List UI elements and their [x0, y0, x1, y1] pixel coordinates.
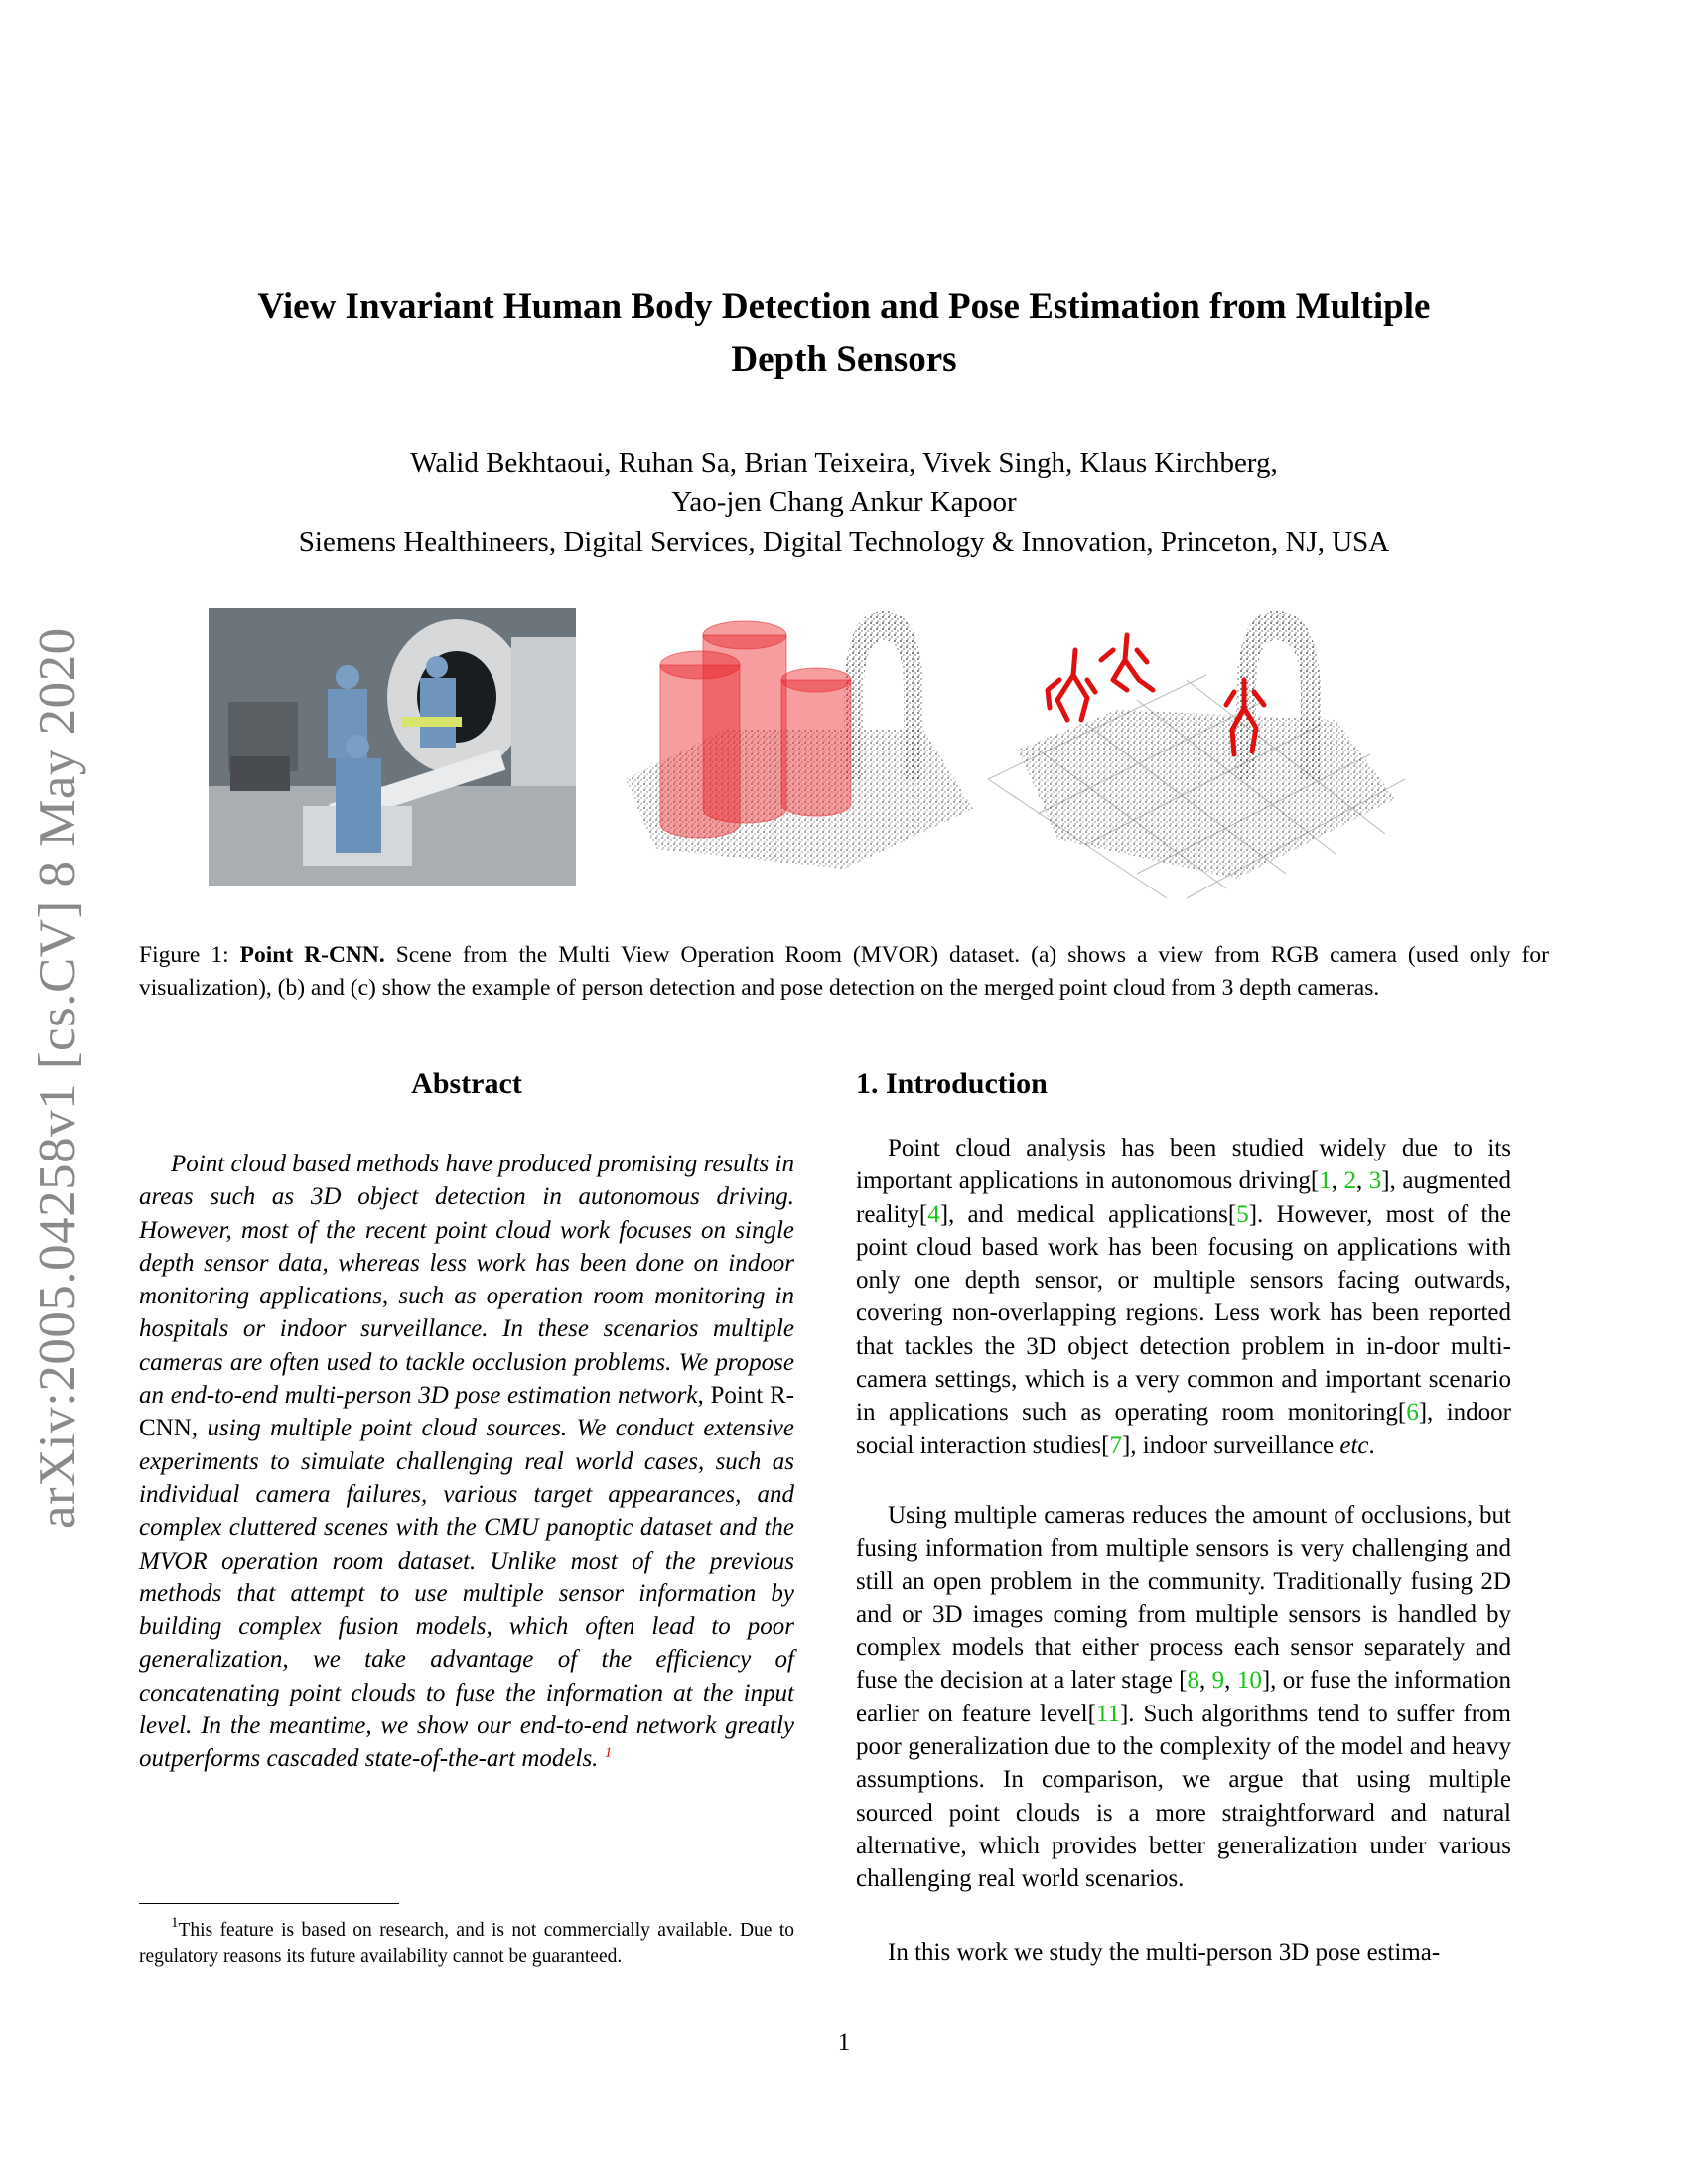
figure-caption — [139, 939, 1549, 1005]
paragraph-text: ], and medical applications[ — [939, 1200, 1237, 1228]
paragraph-text: ], indoor social interaction studies[ — [856, 1399, 1511, 1459]
citation-link[interactable]: 5 — [1236, 1200, 1249, 1228]
citation-link[interactable]: 1 — [1319, 1167, 1332, 1195]
author-names: Walid Bekhtaoui, Ruhan Sa, Brian Teixeira, Vivek Singh, Klaus Kirchberg, — [410, 447, 1278, 478]
paragraph-text: Point cloud analysis has been studied widely due to its important applications in autonomous driving[ — [856, 1135, 1511, 1195]
citation-link[interactable]: 8 — [1187, 1667, 1200, 1695]
figure-point-cloud-detection — [596, 581, 993, 888]
paragraph-text: Using multiple cameras reduces the amount of occlusions, but fusing information from multiple sensors is very challenging and still an open problem in the community. Traditionally fusing 2D and or 3D images coming from multiple sensors is handled by complex models that either process each sensor separately and fuse the decision at a later stage [ — [856, 1502, 1511, 1695]
paragraph-text: ]. However, most of the point cloud based work has been focusing on applications with only one depth sensor, or multiple sensors facing outwards, covering non-overlapping regions. Less work has been reported that tackles the 3D object detection problem in in-door multi-camera settings, which is a very common and important scenario in applications such as operating room monitoring[ — [856, 1200, 1511, 1427]
abstract-text-part: , using multiple point cloud sources. We conduct extensive experiments to simulate challenging real world cases, such as individual camera failures, various target appearances, and complex cluttered scenes with the CMU panoptic dataset and the MVOR operation room dataset. Unlike most of the previous methods that attempt to use multiple sensor information by building complex fusion models, which often lead to poor generalization, we take advantage of the efficiency of concatenating point clouds to fuse the information at the input level. In the meantime, we show our end-to-end network greatly outperforms cascaded state-of-the-art models. — [139, 1415, 794, 1773]
arxiv-identifier-stamp: arXiv:2005.04258v1 [cs.CV] 8 May 2020 — [29, 627, 86, 1529]
intro-paragraph: Point cloud analysis has been studied widely due to its important applications in autonomous driving[1, 2, 3], augmented reality[4], and medical applications[5]. However, most of the point cloud based work has been focusing on applications with only one depth sensor, or multiple sensors facing outwards, covering non-overlapping regions. Less work has been reported that tackles the 3D object detection problem in in-door multi-camera settings, which is a very common and important scenario in applications such as operating room monitoring[6], indoor social interaction studies[7], indoor surveillance etc. — [856, 1135, 1512, 1459]
method-name: Point R-CNN — [139, 1382, 794, 1442]
paragraph-text-italic: etc — [1339, 1432, 1369, 1459]
introduction-heading: 1. Introduction — [856, 1067, 1048, 1100]
caption-label: Figure 1: — [139, 942, 240, 968]
author-names: Yao-jen Chang Ankur Kapoor — [671, 486, 1017, 518]
footnote-number: 1 — [171, 1915, 179, 1931]
citation-link[interactable]: 10 — [1236, 1667, 1262, 1695]
figure-rgb-photo — [209, 608, 576, 886]
caption-text: Scene from the Multi View Operation Room (MVOR) dataset. (a) shows a view from RGB camera (used only for visualization), (b) and (c) show the example of person detection and pose detection on the merged point cloud from 3 depth cameras. — [139, 942, 1549, 1001]
paragraph-text: . — [1368, 1432, 1375, 1459]
title-line: Depth Sensors — [731, 340, 957, 380]
affiliation: Siemens Healthineers, Digital Services, Digital Technology & Innovation, Princeton, NJ, USA — [298, 526, 1390, 558]
paragraph-text: ], or fuse the information earlier on feature level[ — [856, 1667, 1512, 1727]
footnote — [139, 1915, 794, 1970]
footnote-text: This feature is based on research, and is not commercially available. Due to regulatory reasons its future availability cannot be guaranteed. — [139, 1920, 794, 1967]
figure-point-cloud-pose — [978, 581, 1415, 918]
citation-link[interactable]: 7 — [1109, 1432, 1122, 1459]
page-number: 1 — [837, 2029, 851, 2056]
citation-link[interactable]: 3 — [1368, 1167, 1382, 1195]
paper-title — [139, 280, 1549, 387]
citation-link[interactable]: 9 — [1211, 1667, 1225, 1695]
footnote-marker[interactable]: 1 — [604, 1745, 613, 1762]
abstract-text-part: Point cloud based methods have produced promising results in areas such as 3D object detection in autonomous driving. However, most of the recent point cloud work focuses on single depth sensor data, whereas less work has been done on indoor monitoring applications, such as operation room monitoring in hospitals or indoor surveillance. In these scenarios multiple cameras are often used to tackle occlusion problems. We propose an end-to-end multi-person 3D pose estimation network, — [139, 1151, 794, 1410]
footnote-divider — [139, 1903, 399, 1904]
citation-link[interactable]: 11 — [1095, 1700, 1120, 1727]
author-block — [139, 443, 1549, 562]
paragraph-text: ]. Such algorithms tend to suffer from poor generalization due to the complexity of the model and heavy assumptions. In comparison, we argue that using multiple sourced point clouds is a more straightforward and natural alternative, which provides better generalization under various challenging real world scenarios. — [856, 1700, 1511, 1893]
abstract-text — [139, 1148, 794, 1776]
caption-bold-title: Point R-CNN. — [239, 942, 385, 968]
paragraph-text: ], augmented reality[ — [856, 1167, 1512, 1228]
abstract-heading: Abstract — [411, 1067, 522, 1100]
intro-paragraph: Using multiple cameras reduces the amount of occlusions, but fusing information from multiple sensors is very challenging and still an open problem in the community. Traditionally fusing 2D and or 3D images coming from multiple sensors is handled by complex models that either process each sensor separately and fuse the decision at a later stage [8, 9, 10], or fuse the information earlier on feature level[11]. Such algorithms tend to suffer from poor generalization due to the complexity of the model and heavy assumptions. In comparison, we argue that using multiple sourced point clouds is a more straightforward and natural alternative, which provides better generalization under various challenging real world scenarios. — [856, 1502, 1512, 1893]
title-line: View Invariant Human Body Detection and Pose Estimation from Multiple — [257, 286, 1431, 327]
intro-paragraph: In this work we study the multi-person 3D pose estima- — [888, 1939, 1441, 1966]
citation-link[interactable]: 4 — [927, 1200, 940, 1228]
citation-link[interactable]: 2 — [1343, 1167, 1356, 1195]
citation-link[interactable]: 6 — [1406, 1399, 1419, 1427]
paragraph-text: ], indoor surveillance — [1121, 1432, 1340, 1459]
